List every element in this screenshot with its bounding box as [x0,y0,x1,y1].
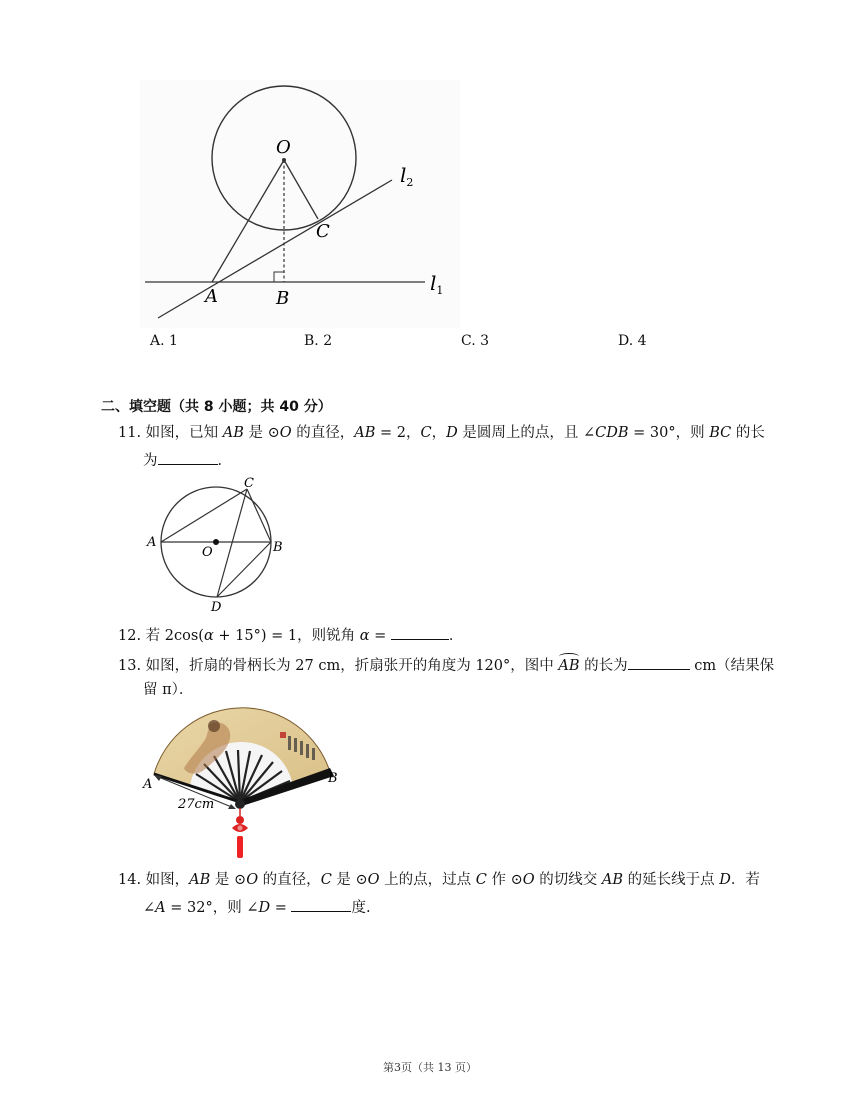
label-c: C [244,476,254,491]
label-27cm: 27cm [178,797,215,812]
label-b: B [276,288,290,309]
label-l2: $l_2$ [400,163,414,189]
label-a: A [147,535,157,550]
q10-option-b: B. 2 [304,333,333,349]
label-b: B [328,771,338,786]
q10-option-d: D. 4 [618,333,647,349]
q11-line2: 为 ． [143,449,232,472]
chord-cb [247,489,271,542]
label-b: B [273,540,283,555]
q10-option-a: A. 1 [150,333,178,349]
q14-line1: 14. 如图，AB 是 ⊙O 的直径，C 是 ⊙O 上的点，过点 C 作 ⊙O 的切线交 AB 的延长线于点 D．若 [118,872,760,888]
q10-option-c: C. 3 [461,333,490,349]
q13-line2: 留 π）． [143,682,194,698]
label-c: C [316,221,330,242]
label-d: D [211,600,222,614]
q11-figure [142,474,302,614]
q13-line1: 13. 如图，折扇的骨柄长为 27 cm，折扇张开的角度为 120°，图中 AB 的长为 cm（结果保 [118,654,774,677]
section-title: 二、填空题（共 8 小题；共 40 分） [101,399,332,415]
answer-blank[interactable] [291,896,351,912]
label-a: A [143,777,153,792]
label-a: A [205,286,218,307]
label-o: O [202,545,213,560]
q12-line: 12. 若 2cos(α + 15°) = 1，则锐角 α = ． [118,624,463,647]
answer-blank[interactable] [628,654,690,670]
page-footer: 第3页（共 13 页） [383,1061,477,1074]
label-o: O [276,137,291,158]
red-tassel [232,808,248,858]
q10-figure [140,80,460,328]
arc-ab: AB [558,655,579,677]
fan-pivot [235,799,245,809]
q14-line2: ∠A = 32°，则 ∠D = 度. [143,896,371,919]
answer-blank[interactable] [158,449,218,465]
center-dot [213,539,219,545]
label-l1: $l_1$ [430,271,444,297]
answer-blank[interactable] [391,624,449,640]
q13-fan-figure [140,704,350,864]
q11-line1: 11. 如图，已知 AB 是 ⊙O 的直径，AB = 2，C，D 是圆周上的点，且 ∠CDB = 30°，则 BC 的长 [118,425,765,441]
